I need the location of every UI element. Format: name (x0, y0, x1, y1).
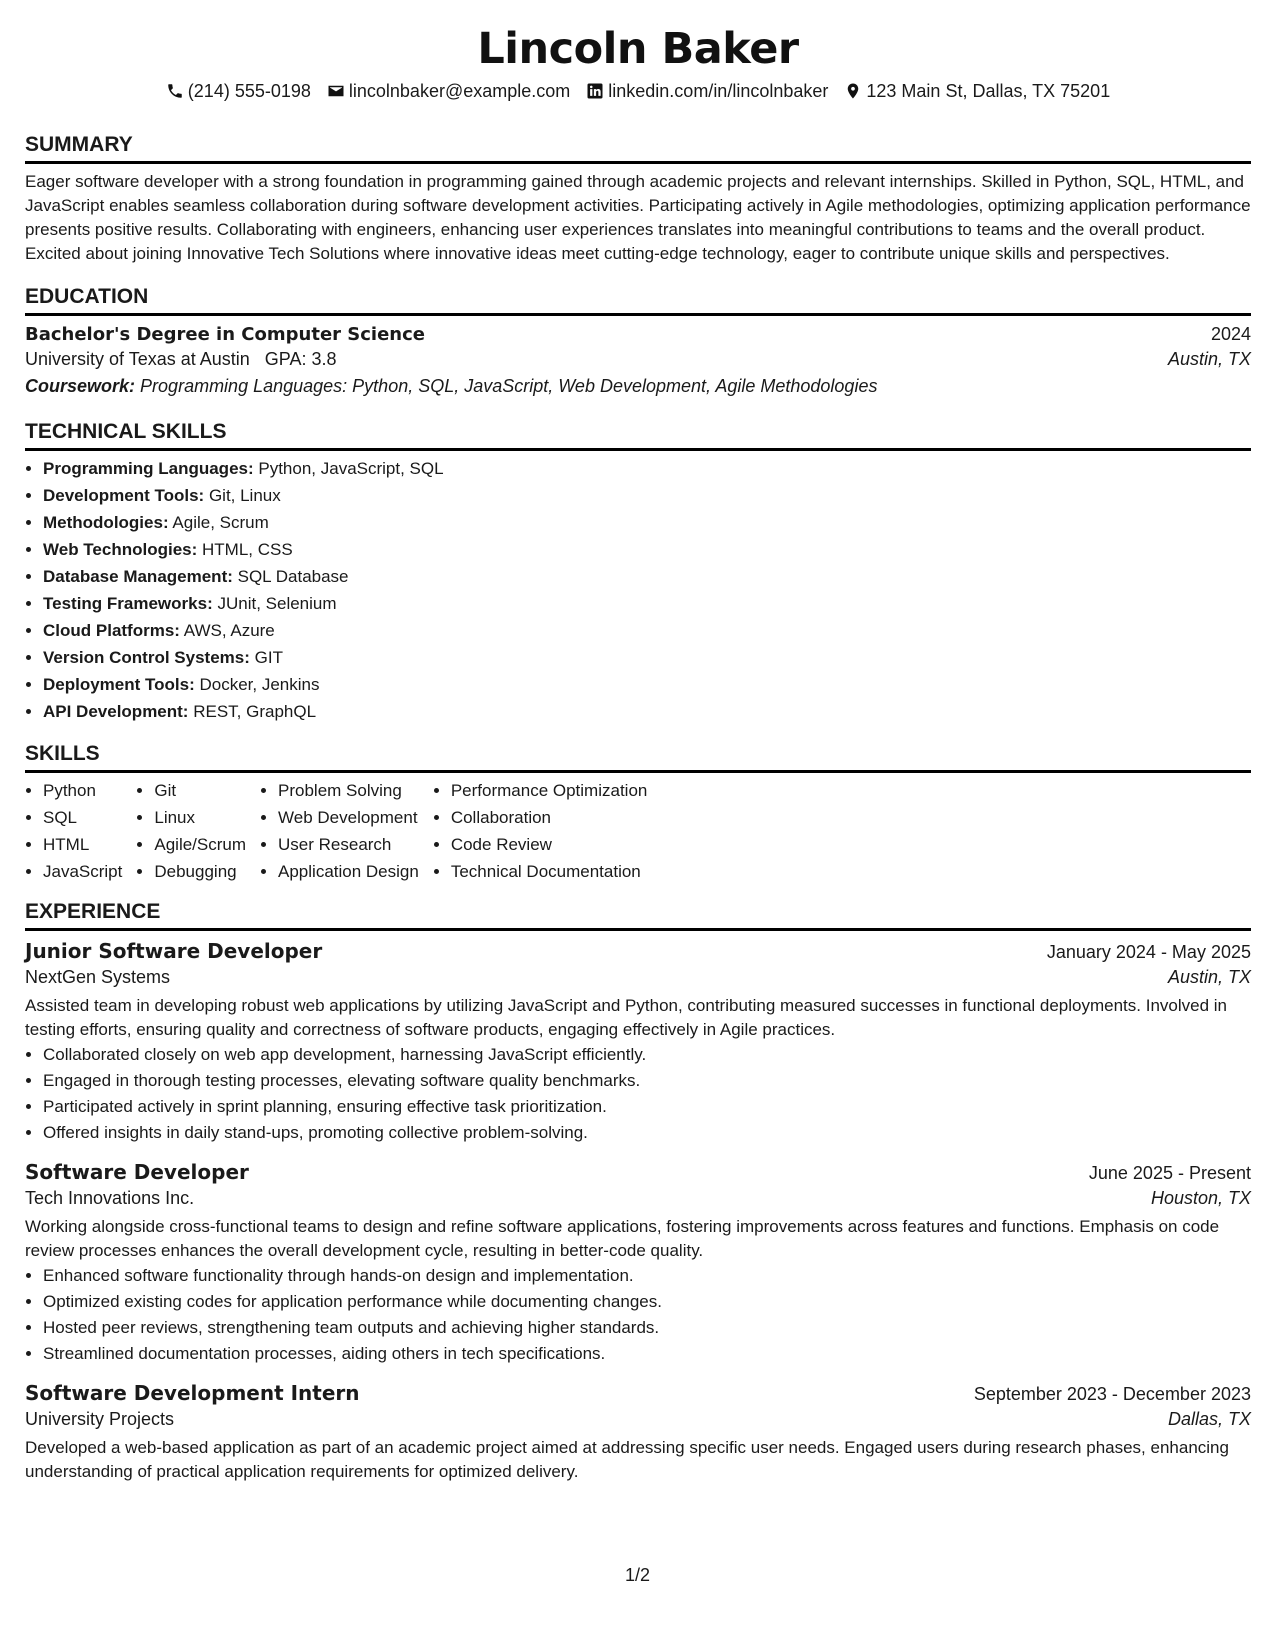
technical-skills-heading: TECHNICAL SKILLS (25, 419, 1251, 451)
skill-item: • Technical Documentation (451, 858, 662, 885)
job-bullet: • Participated actively in sprint planning, ensuring effective task prioritization. (43, 1094, 1251, 1120)
skill-item: • SQL (43, 804, 136, 831)
contact-linkedin[interactable] (586, 81, 828, 102)
technical-skill-value: GIT (254, 648, 283, 667)
candidate-name: Lincoln Baker (477, 24, 799, 74)
technical-skill-label: Methodologies: (43, 513, 169, 532)
technical-skill-value: Agile, Scrum (172, 513, 269, 532)
experience-heading: EXPERIENCE (25, 899, 1251, 931)
job-company: NextGen Systems (25, 967, 171, 987)
job-bullet: • Streamlined documentation processes, aiding others in tech specifications. (43, 1341, 1251, 1367)
technical-skill-item (43, 698, 1251, 725)
page-number: 1/2 (624, 1565, 651, 1585)
technical-skill-item (43, 563, 1251, 590)
technical-skill-value: Python, JavaScript, SQL (258, 459, 444, 478)
job-title: Junior Software Developer (25, 939, 323, 963)
job-bullet-list (25, 1263, 1251, 1367)
technical-skill-item (43, 671, 1251, 698)
school-row (25, 349, 1251, 370)
job-bullet: • Optimized existing codes for application performance while documenting changes. (43, 1289, 1251, 1315)
skill-item: • Application Design (278, 858, 433, 885)
phone-icon (166, 82, 184, 100)
skill-item: • Collaboration (451, 804, 662, 831)
technical-skill-label: Testing Frameworks: (43, 594, 213, 613)
job-header (25, 1160, 1251, 1184)
technical-skill-label: Development Tools: (43, 486, 205, 505)
skills-heading: SKILLS (25, 741, 1251, 773)
job-location: Dallas, TX (1167, 1409, 1251, 1429)
technical-skill-value: Git, Linux (208, 486, 281, 505)
job-bullet: • Collaborated closely on web app development, harnessing JavaScript efficiently. (43, 1042, 1251, 1068)
job-subheader (25, 1188, 1251, 1209)
experience-section (25, 899, 1251, 1484)
coursework (25, 376, 1251, 397)
skill-item: • Linux (154, 804, 260, 831)
job-header (25, 939, 1251, 963)
technical-skills-section (25, 419, 1251, 725)
skills-column (25, 777, 136, 885)
job-description: Assisted team in developing robust web applications by utilizing JavaScript and Python, contributing measured successes in functional deployments. Involved in testing efforts, ensuring quality and correctness of software products, engaging effectively in Agile practices. (25, 996, 1228, 1039)
coursework-text: Programming Languages: Python, SQL, JavaScript, Web Development, Agile Methodologies (140, 376, 878, 396)
skills-grid (25, 777, 1251, 885)
job-title: Software Development Intern (25, 1381, 360, 1405)
technical-skill-label: Web Technologies: (43, 540, 198, 559)
technical-skill-value: JUnit, Selenium (217, 594, 337, 613)
education-row (25, 324, 1251, 345)
map-pin-icon (844, 82, 862, 100)
job-header (25, 1381, 1251, 1405)
linkedin-icon (586, 82, 604, 100)
technical-skill-item (43, 509, 1251, 536)
skill-item: • Python (43, 777, 136, 804)
technical-skill-value: REST, GraphQL (193, 702, 317, 721)
jobs-list (25, 939, 1251, 1484)
job-location: Austin, TX (1167, 967, 1251, 987)
contact-address (844, 81, 1110, 102)
technical-skill-label: API Development: (43, 702, 189, 721)
job-title: Software Developer (25, 1160, 249, 1184)
technical-skill-value: Docker, Jenkins (199, 675, 320, 694)
phone-text: (214) 555-0198 (187, 80, 311, 101)
summary-section (25, 132, 1251, 266)
school-location: Austin, TX (1167, 349, 1251, 369)
technical-skill-label: Deployment Tools: (43, 675, 195, 694)
skill-item: • JavaScript (43, 858, 136, 885)
skill-item: • HTML (43, 831, 136, 858)
technical-skill-item (43, 617, 1251, 644)
technical-skill-label: Version Control Systems: (43, 648, 250, 667)
skills-section (25, 741, 1251, 885)
job-bullet: • Offered insights in daily stand-ups, promoting collective problem-solving. (43, 1120, 1251, 1146)
gpa: GPA: 3.8 (264, 349, 337, 369)
coursework-label: Coursework: (25, 376, 136, 396)
job-dates: September 2023 - December 2023 (973, 1384, 1251, 1404)
technical-skill-value: SQL Database (237, 567, 349, 586)
school-info (25, 349, 337, 370)
skill-item: • Code Review (451, 831, 662, 858)
skill-item: • Web Development (278, 804, 433, 831)
address-text: 123 Main St, Dallas, TX 75201 (866, 80, 1111, 101)
technical-skill-label: Database Management: (43, 567, 233, 586)
job-location: Houston, TX (1150, 1188, 1251, 1208)
skills-column (136, 777, 260, 885)
school-name: University of Texas at Austin (25, 349, 250, 369)
job-entry (25, 1160, 1251, 1367)
job-company: University Projects (25, 1409, 175, 1429)
skills-column (260, 777, 433, 885)
contact-bar (25, 78, 1251, 104)
technical-skill-value: HTML, CSS (202, 540, 293, 559)
education-section (25, 284, 1251, 397)
technical-skill-item (43, 590, 1251, 617)
technical-skill-label: Cloud Platforms: (43, 621, 180, 640)
job-dates: January 2024 - May 2025 (1046, 942, 1251, 962)
job-subheader (25, 1409, 1251, 1430)
skill-item: • Performance Optimization (451, 777, 662, 804)
technical-skill-value: AWS, Azure (183, 621, 275, 640)
technical-skill-item (43, 455, 1251, 482)
technical-skill-label: Programming Languages: (43, 459, 254, 478)
skill-item: • User Research (278, 831, 433, 858)
technical-skill-item (43, 644, 1251, 671)
email-text: lincolnbaker@example.com (348, 80, 571, 101)
technical-skill-item (43, 482, 1251, 509)
job-description: Working alongside cross-functional teams to design and refine software applications, fostering improvements across features and functions. Emphasis on code review processes enhances the overall development cycle, resulting in better-code quality. (25, 1217, 1220, 1260)
job-bullet: • Hosted peer reviews, strengthening team outputs and achieving higher standards. (43, 1315, 1251, 1341)
resume-page (25, 0, 1251, 1484)
skill-item: • Problem Solving (278, 777, 433, 804)
technical-skill-item (43, 536, 1251, 563)
job-bullet: • Enhanced software functionality through hands-on design and implementation. (43, 1263, 1251, 1289)
job-dates: June 2025 - Present (1088, 1163, 1251, 1183)
contact-email[interactable] (327, 81, 570, 102)
job-description: Developed a web-based application as part of an academic project aimed at addressing specific user needs. Engaged users during research phases, enhancing understanding of practical application requirements for optimized delivery. (25, 1438, 1229, 1481)
job-subheader (25, 967, 1251, 988)
job-company: Tech Innovations Inc. (25, 1188, 195, 1208)
summary-text: Eager software developer with a strong foundation in programming gained through academic projects and relevant internships. Skilled in Python, SQL, HTML, and JavaScript enables seamless collaboration during software development activities. Participating actively in Agile methodologies, optimizing application performance presents positive results. Collaborating with engineers, enhancing user experiences translates into meaningful contributions to teams and the overall product. Excited about joining Innovative Tech Solutions where innovative ideas meet cutting-edge technology, eager to contribute unique skills and perspectives. (25, 172, 1251, 263)
education-heading: EDUCATION (25, 284, 1251, 316)
job-entry (25, 1381, 1251, 1484)
skill-item: • Git (154, 777, 260, 804)
degree-title: Bachelor's Degree in Computer Science (25, 324, 425, 345)
summary-heading: SUMMARY (25, 132, 1251, 164)
skills-column (433, 777, 662, 885)
degree-year: 2024 (1210, 324, 1251, 344)
skill-item: • Debugging (154, 858, 260, 885)
technical-skills-list (25, 455, 1251, 725)
linkedin-text: linkedin.com/in/lincolnbaker (608, 80, 829, 101)
envelope-icon (327, 82, 345, 100)
job-bullet-list (25, 1042, 1251, 1146)
job-entry (25, 939, 1251, 1146)
contact-phone (166, 81, 311, 102)
job-bullet: • Engaged in thorough testing processes, elevating software quality benchmarks. (43, 1068, 1251, 1094)
skill-item: • Agile/Scrum (154, 831, 260, 858)
